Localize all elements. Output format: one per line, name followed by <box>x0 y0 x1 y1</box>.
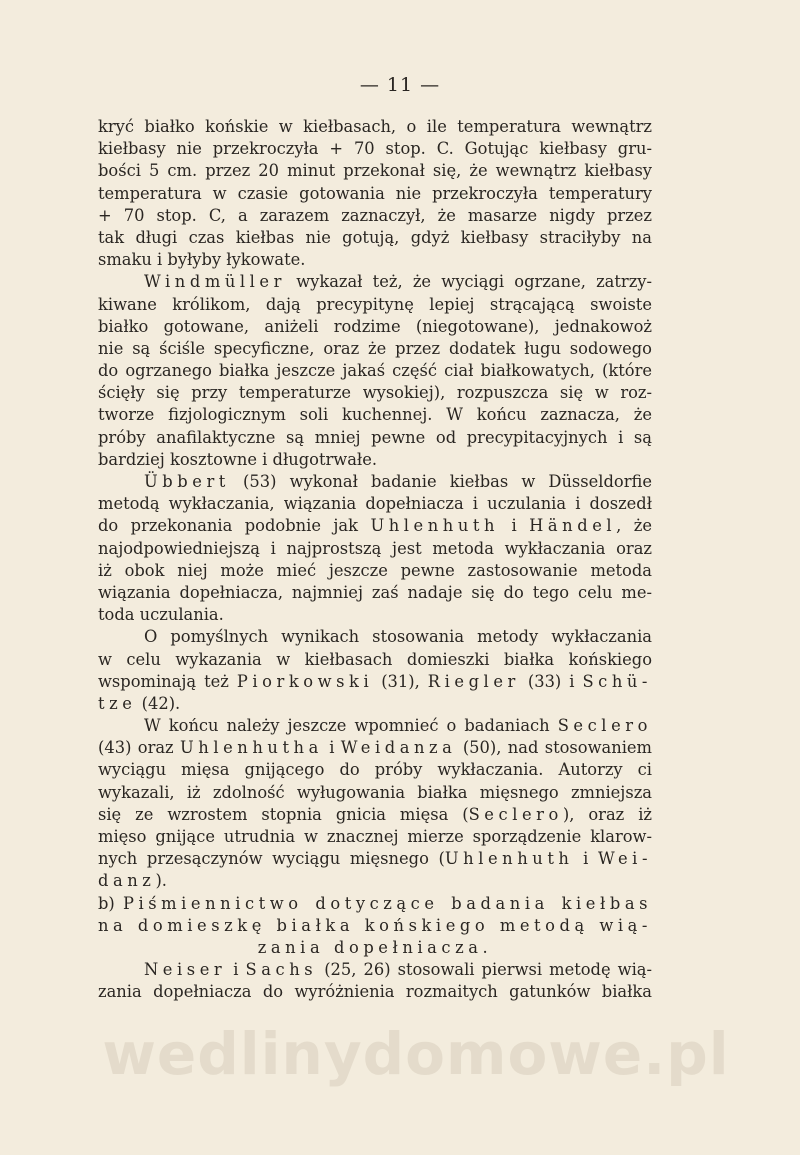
text-line: kiwane królikom, dają precypitynę lepiej strącającą swoiste <box>98 294 652 314</box>
text-line: nych przesączynów wyciągu mięsnego (Uhlenhuth i Wei- <box>98 849 653 869</box>
author-name: Seclero <box>468 804 563 824</box>
text-line: zania dopełniacza do wyróżnienia rozmaitych gatunków białka <box>98 982 652 1002</box>
author-name: Weidanza <box>340 738 457 758</box>
text-line: + 70 stop. C, a zarazem zaznaczył, że masarze nigdy przez <box>98 205 652 225</box>
text-line: iż obok niej może mieć jeszcze pewne zastosowanie metoda <box>98 560 652 580</box>
text-line: bardziej kosztowne i długotrwałe. <box>98 449 378 469</box>
text-line: w celu wykazania w kiełbasach domieszki białka końskiego <box>98 649 652 669</box>
watermark: wedlinydomowe.pl <box>102 1020 730 1088</box>
author-name: Händel <box>529 516 617 536</box>
text-line: białko gotowane, aniżeli rodzime (niegotowane), jednakowoż <box>98 316 652 336</box>
author-name: Uhlenhuth <box>370 516 500 536</box>
text-line: Übbert (53) wykonał badanie kiełbas w Düsseldorfie <box>144 472 652 491</box>
text-line: do przekonania podobnie jak Uhlenhuth i Händel, że <box>98 516 652 536</box>
text-line: próby anafilaktyczne są mniej pewne od precypitacyjnych i są <box>98 427 652 447</box>
body-text <box>98 116 652 1004</box>
author-name: danz <box>98 871 156 891</box>
author-name: Uhlenhutha <box>180 738 323 758</box>
text-line: nie są ściśle specyficzne, oraz że przez dodatek ługu sodowego <box>98 338 652 358</box>
text-line: (43) oraz Uhlenhutha i Weidanza (50), nad stosowaniem <box>98 738 652 758</box>
section-heading: na domieszkę białka końskiego metodą wią- <box>98 915 652 935</box>
author-name: tze <box>98 693 137 713</box>
text-line: Windmüller wykazał też, że wyciągi ogrzane, zatrzy- <box>144 272 652 292</box>
text-line: wyciągu mięsa gnijącego do próby wykłaczania. Autorzy ci <box>98 760 652 780</box>
author-name: Schü- <box>582 671 653 691</box>
plus-sign: + <box>98 205 112 225</box>
plus-sign: + <box>329 139 344 159</box>
text-line: najodpowiedniejszą i najprostszą jest metoda wykłaczania oraz <box>98 538 652 558</box>
text-line: toda uczulania. <box>98 605 224 625</box>
text-line: ścięły się przy temperaturze wysokiej), rozpuszcza się w roz- <box>98 383 652 403</box>
text-line: tworze fizjologicznym soli kuchennej. W końcu zaznacza, że <box>98 405 652 425</box>
author-name: Riegler <box>427 671 520 691</box>
text-line: kryć białko końskie w kiełbasach, o ile temperatura wewnątrz <box>98 117 652 136</box>
section-heading: zania dopełniacza. <box>257 937 493 957</box>
text-line: smaku i byłyby łykowate. <box>98 250 306 270</box>
author-name: Wei- <box>598 849 653 869</box>
author-name: Seclero <box>557 716 652 736</box>
text-line: O pomyślnych wynikach stosowania metody wykłaczania <box>144 627 652 647</box>
author-name: Piorkowski <box>236 671 374 691</box>
text-line: bości 5 cm. przez 20 minut przekonał się, że wewnątrz kiełbasy <box>98 161 652 181</box>
text-line: wykazali, iż zdolność wyługowania białka mięsnego zmniejsza <box>98 782 652 802</box>
text-line: metodą wykłaczania, wiązania dopełniacza i uczulania i doszedł <box>98 494 652 514</box>
text-line: tze (42). <box>98 693 181 713</box>
text-line: do ogrzanego białka jeszcze jakaś część ciał białkowatych, (które <box>98 361 652 381</box>
text-line: mięso gnijące utrudnia w znacznej mierze sporządzenie klarow- <box>98 827 652 846</box>
author-name: Sachs <box>245 960 318 980</box>
author-name: Uhlenhuth <box>444 849 574 869</box>
text-line: kiełbasy nie przekroczyła + 70 stop. C. Gotując kiełbasy gru- <box>98 139 652 159</box>
text-line: temperatura w czasie gotowania nie przekroczyła temperatury <box>98 183 652 203</box>
text-line: Neiser i Sachs (25, 26) stosowali pierwsi metodę wią- <box>144 960 652 980</box>
text-line: danz). <box>98 871 167 891</box>
text-line: się ze wzrostem stopnia gnicia mięsa (Seclero), oraz iż <box>98 804 652 824</box>
text-line: wiązania dopełniacza, najmniej zaś nadaje się do tego celu me- <box>98 582 652 602</box>
author-name: Windmüller <box>144 272 286 292</box>
author-name: Übbert <box>144 472 230 491</box>
page-number: — 11 — <box>359 74 441 96</box>
text-line: W końcu należy jeszcze wpomnieć o badaniach Seclero <box>144 716 652 736</box>
section-heading: b) Piśmiennictwo dotyczące badania kiełbas <box>98 893 653 913</box>
text-line: wspominają też Piorkowski (31), Riegler (33) i Schü- <box>98 671 653 691</box>
author-name: Neiser <box>144 960 227 980</box>
text-line: tak długi czas kiełbas nie gotują, gdyż kiełbasy straciłyby na <box>98 227 652 247</box>
